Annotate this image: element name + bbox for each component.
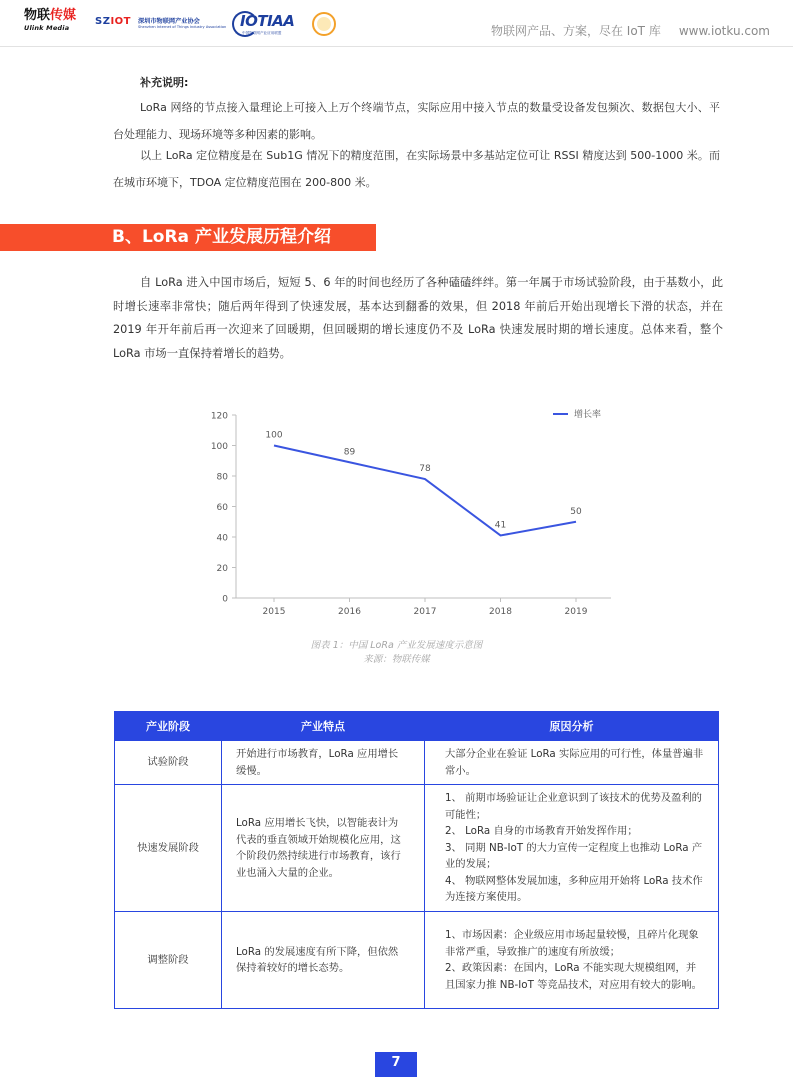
sziot-en-name: Shenzhen Internet of Things Industry Association [138,25,227,29]
reason-item: 大部分企业在验证 LoRa 实际应用的可行性，体量普遍非常小。 [445,748,704,777]
slogan-text: 物联网产品、方案，尽在 IoT 库 [490,24,661,38]
chart-source: 来源：物联传媒 [363,654,430,665]
sziot-cn-name: 深圳市物联网产业协会 [138,18,200,25]
y-tick-label: 0 [222,594,228,605]
series-line [274,446,576,536]
legend-label: 增长率 [574,410,602,420]
reason-item: 4、 物联网整体发展加速，多种应用开始将 LoRa 技术作为连接方案使用。 [445,874,703,904]
table-header-row [115,712,719,741]
stage-cell: 调整阶段 [115,912,222,1009]
iotiaa-logo-text: IOTIAA [240,12,295,30]
y-tick-label: 40 [216,533,228,544]
sziot-mark-b: IOT [110,16,131,27]
sziot-mark-a: SZ [95,16,111,27]
section-intro-paragraph: 自 LoRa 进入中国市场后，短短 5、6 年的时间也经历了各种磕磕绊绊。第一年属于市场试验阶段，由于基数小，此时增长速率非常快；随后两年得到了快速发展，基本达到翻番的效果，但 2018 年前后开始出现增长下滑的状态，并在 2019 年开年前后再一次迎来了回暖期，但回暖期的增长速度仍不及 LoRa 快速发展时期的增长速度。总体来看，整个 LoRa 市场一直保持着增长的趋势。 [113,276,723,360]
feature-cell: 开始进行市场教育，LoRa 应用增长缓慢。 [222,741,425,785]
reason-cell [425,785,719,912]
note-paragraph-2: 以上 LoRa 定位精度是在 Sub1G 情况下的精度范围，在实际场景中多基站定位可让 RSSI 精度达到 500-1000 米。而在城市环境下，TDOA 定位精度范围在 200-800 米。 [113,149,720,189]
data-label: 89 [343,447,356,458]
sziot-logo [95,12,225,34]
reason-item: 1、 前期市场验证让企业意识到了该技术的优势及盈利的可能性； [445,792,702,821]
ulink-logo-en: Ulink Media [24,24,70,32]
iotiaa-logo-sub: 中国物联网产业应用联盟 [242,31,282,35]
x-tick-label: 2017 [413,607,437,617]
table-row [115,785,719,912]
chart-caption: 图表 1：中国 LoRa 产业发展速度示意图 [310,640,483,651]
x-tick-label: 2015 [262,607,286,617]
note-paragraph-1: LoRa 网络的节点接入量理论上可接入上万个终端节点，实际应用中接入节点的数量受设备发包频次、数据包大小、平台处理能力、现场环境等多种因素的影响。 [113,101,720,141]
ulink-logo-text-a: 物联 [24,8,51,23]
data-label: 78 [419,464,431,475]
x-tick-label: 2018 [489,607,512,617]
industry-stage-table [114,711,718,1009]
feature-cell: LoRa 应用增长飞快，以智能表计为代表的垂直领域开始规模化应用，这个阶段仍然持续进行市场教育，该行业也涌入大量的企业。 [222,785,425,912]
page-header [0,0,793,47]
reason-cell [425,912,719,1009]
ulink-logo-text-b: 传媒 [50,8,77,23]
anniversary-badge-icon [312,12,336,36]
reason-cell [425,741,719,785]
header-reason: 原因分析 [425,712,719,741]
data-label: 41 [494,520,507,531]
reason-item: 2、 LoRa 自身的市场教育开始发挥作用； [445,825,638,838]
chart-svg [196,403,626,623]
growth-rate-chart [196,403,626,623]
page-number: 7 [391,1055,401,1070]
header-stage: 产业阶段 [115,712,222,741]
header-slogan [491,22,770,39]
reason-item: 3、 同期 NB-IoT 的大力宣传一定程度上也推动 LoRa 产业的发展； [445,841,703,871]
x-tick-label: 2019 [564,607,588,617]
note-title: 补充说明: [140,76,189,89]
y-tick-label: 80 [216,472,228,483]
data-label: 50 [570,506,582,517]
reason-item: 1、市场因素：企业级应用市场起量较慢，且碎片化现象非常严重，导致推广的速度有所放缓； [445,929,699,958]
y-tick-label: 20 [216,564,228,574]
section-heading: B、LoRa 产业发展历程介绍 [112,227,331,247]
site-url-link[interactable]: www.iotku.com [678,24,770,38]
stage-cell: 快速发展阶段 [115,785,222,912]
y-tick-label: 120 [210,411,228,422]
y-tick-label: 60 [216,503,228,513]
iotiaa-logo [232,11,302,37]
table-row [115,741,719,785]
header-feature: 产业特点 [222,712,425,741]
data-label: 100 [265,430,283,441]
feature-cell: LoRa 的发展速度有所下降，但依然保持着较好的增长态势。 [222,912,425,1009]
ulink-media-logo [24,9,80,33]
table-row [115,912,719,1009]
reason-item: 2、政策因素：在国内，LoRa 不能实现大规模组网，并且国家力推 NB-IoT 等竞品技术，对应用有较大的影响。 [445,962,702,991]
stage-cell: 试验阶段 [115,741,222,785]
x-tick-label: 2016 [338,607,361,617]
y-tick-label: 100 [210,442,228,452]
